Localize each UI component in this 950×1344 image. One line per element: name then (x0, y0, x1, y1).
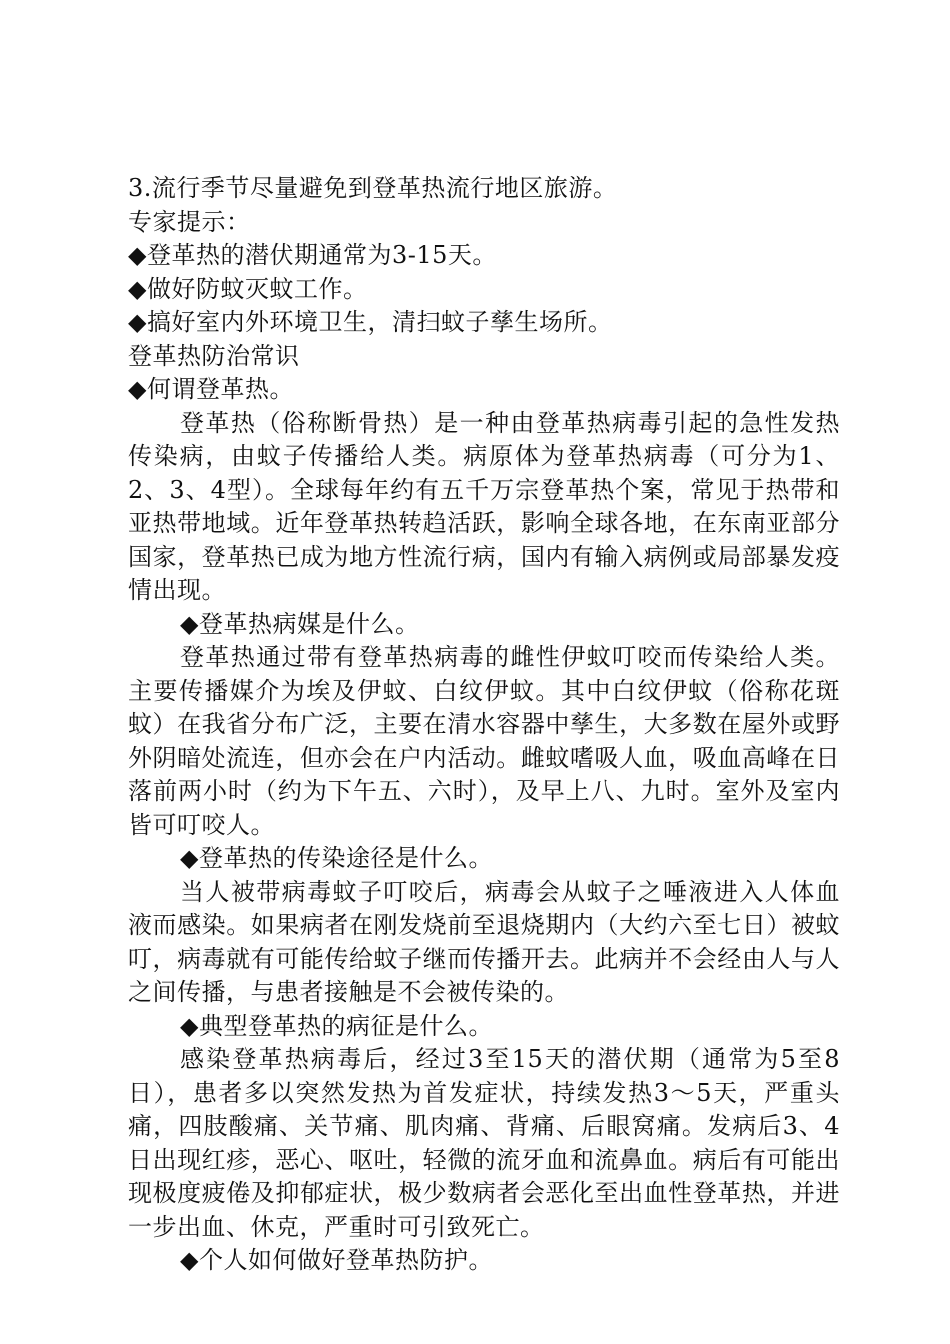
question-what-is: ◆何谓登革热。 (128, 375, 294, 403)
answer-what-is: 登革热（俗称断骨热）是一种由登革热病毒引起的急性发热传染病，由蚊子传播给人类。病原体为登革热病毒（可分为1、2、3、4型）。全球每年约有五千万宗登革热个案，常见于热带和亚热带地域。近年登革热转趋活跃，影响全球各地，在东南亚部分国家，登革热已成为地方性流行病，国内有输入病例或局部暴发疫情出现。 (128, 408, 840, 604)
document-body (128, 172, 840, 1278)
question-protection: ◆个人如何做好登革热防护。 (180, 1246, 493, 1274)
tip-incubation: ◆登革热的潜伏期通常为3-15天。 (128, 241, 497, 269)
question-vector: ◆登革热病媒是什么。 (180, 609, 420, 638)
question-transmission: ◆登革热的传染途径是什么。 (180, 844, 493, 872)
answer-vector: 登革热通过带有登革热病毒的雌性伊蚊叮咬而传染给人类。主要传播媒介为埃及伊蚊、白纹伊蚊。其中白纹伊蚊（俗称花斑蚊）在我省分布广泛，主要在清水容器中孳生，大多数在屋外或野外阴暗处流连，但亦会在户内活动。雌蚊嗜吸人血，吸血高峰在日落前两小时（约为下午五、六时），及早上八、九时。室外及室内皆可叮咬人。 (128, 643, 840, 839)
answer-transmission: 当人被带病毒蚊子叮咬后，病毒会从蚊子之唾液进入人体血液而感染。如果病者在刚发烧前至退烧期内（大约六至七日）被蚊叮，病毒就有可能传给蚊子继而传播开去。此病并不会经由人与人之间传播，与患者接触是不会被传染的。 (128, 877, 840, 1006)
question-symptoms: ◆典型登革热的病征是什么。 (180, 1011, 493, 1040)
tip-sanitation: ◆搞好室内外环境卫生，清扫蚊子孳生场所。 (128, 308, 613, 336)
tip-travel: 3.流行季节尽量避免到登革热流行地区旅游。 (128, 174, 618, 202)
tip-mosquito-control: ◆做好防蚊灭蚊工作。 (128, 274, 368, 303)
section-heading: 登革热防治常识 (128, 341, 300, 370)
answer-symptoms: 感染登革热病毒后，经过3至15天的潜伏期（通常为5至8日），患者多以突然发热为首发症状，持续发热3～5天，严重头痛，四肢酸痛、关节痛、肌肉痛、背痛、后眼窝痛。发病后3、4日出现红疹，恶心、呕吐，轻微的流牙血和流鼻血。病后有可能出现极度疲倦及抑郁症状，极少数病者会恶化至出血性登革热，并进一步出血、休克，严重时可引致死亡。 (128, 1045, 840, 1241)
expert-tips-heading: 专家提示： (128, 207, 251, 236)
